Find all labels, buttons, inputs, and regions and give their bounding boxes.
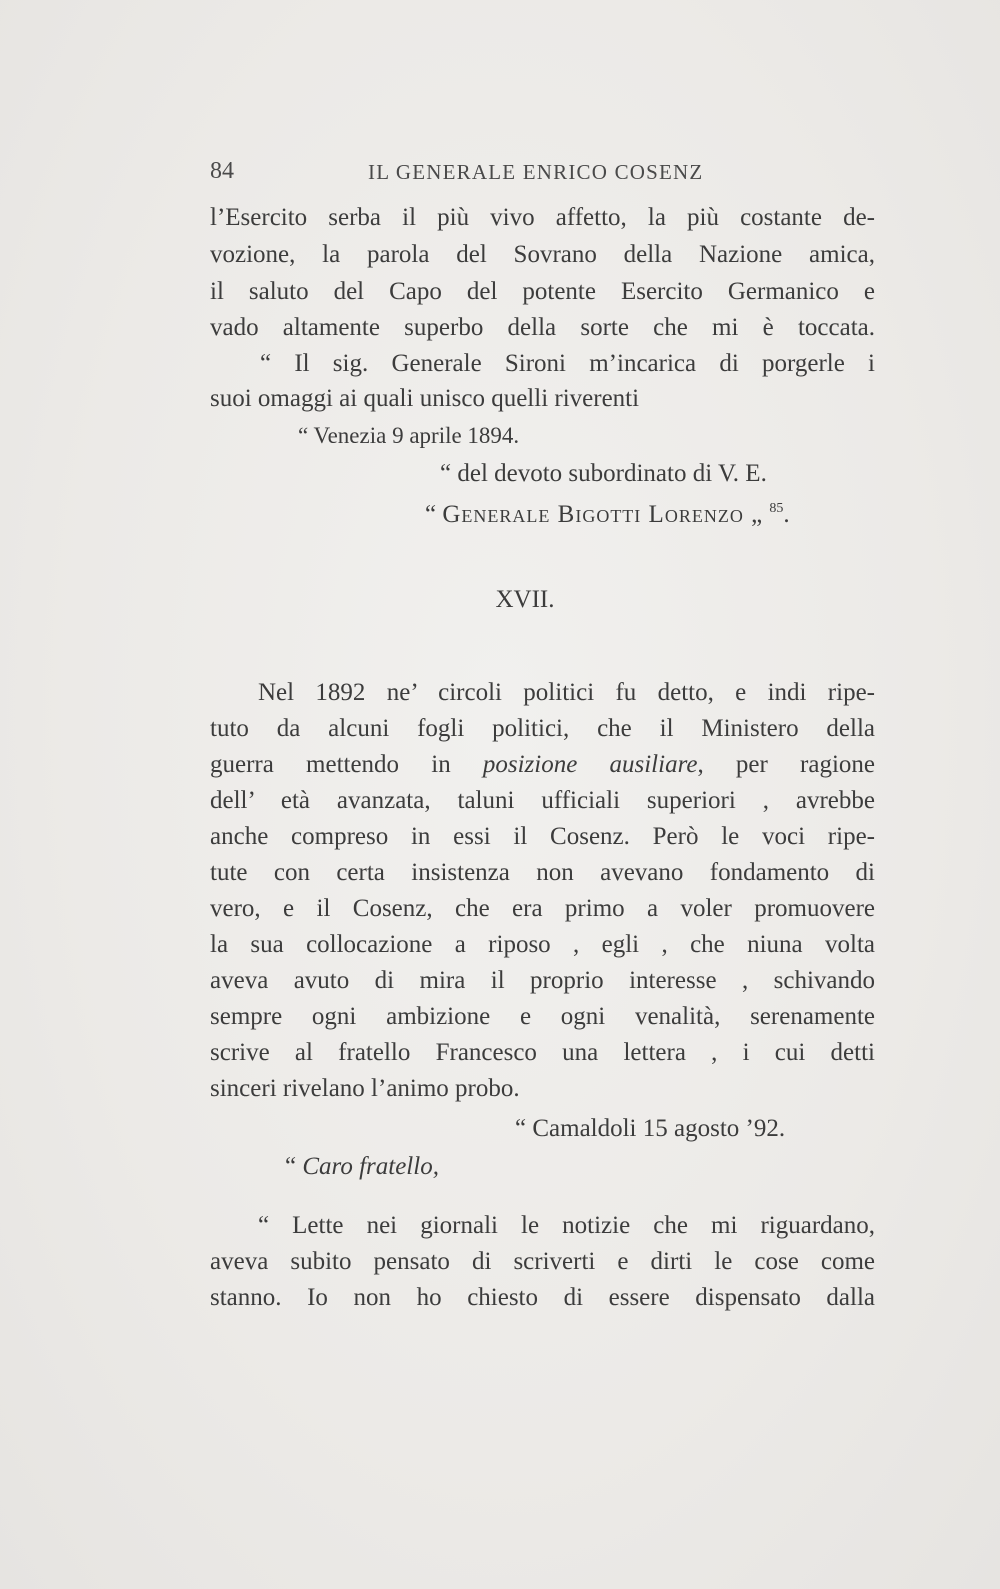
text-span: , per ragione xyxy=(697,751,875,778)
text-line: vero, e il Cosenz, che era primo a voler promuovere xyxy=(210,895,875,922)
letter-closing: “ del devoto subordinato di V. E. xyxy=(440,460,767,487)
text-line: il saluto del Capo del potente Esercito Germanico e xyxy=(210,278,875,305)
text-line: “ Il sig. Generale Sironi m’incarica di porgerle i xyxy=(260,350,875,377)
text-line: dell’ età avanzata, taluni ufficiali superiori , avrebbe xyxy=(210,787,875,814)
page-header xyxy=(210,150,710,190)
salutation-text: Caro fratello, xyxy=(302,1153,439,1180)
text-line: la sua collocazione a riposo , egli , che niuna volta xyxy=(210,931,875,958)
text-line: suoi omaggi ai quali unisco quelli riverenti xyxy=(210,385,640,412)
letter-place-date: “ Camaldoli 15 agosto ’92. xyxy=(515,1115,786,1142)
text-line: tuto da alcuni fogli politici, che il Ministero della xyxy=(210,715,875,742)
text-line: scrive al fratello Francesco una lettera , i cui detti xyxy=(210,1039,875,1066)
salutation-quote: “ xyxy=(285,1153,303,1180)
text-span: guerra mettendo in xyxy=(210,751,483,778)
text-line: sinceri rivelano l’animo probo. xyxy=(210,1075,520,1102)
running-title: IL GENERALE ENRICO COSENZ xyxy=(368,160,704,184)
signature-name: Generale Bigotti Lorenzo „ xyxy=(442,501,764,528)
text-line: l’Esercito serba il più vivo affetto, la più costante de- xyxy=(210,204,875,231)
letter-salutation xyxy=(285,1152,439,1182)
text-line: “ Lette nei giornali le notizie che mi riguardano, xyxy=(258,1212,875,1239)
text-line xyxy=(210,750,875,780)
text-line: tute con certa insistenza non avevano fondamento di xyxy=(210,859,875,886)
text-line: anche compreso in essi il Cosenz. Però le voci ripe- xyxy=(210,823,875,850)
text-line: aveva avuto di mira il proprio interesse , schivando xyxy=(210,967,875,994)
italic-phrase: posizione ausiliare xyxy=(482,751,698,778)
text-line: vado altamente superbo della sorte che mi è toccata. xyxy=(210,314,875,341)
letter-place-date: “ Venezia 9 aprile 1894. xyxy=(298,423,520,448)
signature-end: . xyxy=(783,501,790,528)
letter-signature xyxy=(425,494,790,530)
section-heading: XVII. xyxy=(495,586,555,613)
text-line: stanno. Io non ho chiesto di essere dispensato dalla xyxy=(210,1284,875,1311)
signature-quote: “ xyxy=(425,501,443,528)
text-line: Nel 1892 ne’ circoli politici fu detto, e indi ripe- xyxy=(258,679,875,706)
text-line: sempre ogni ambizione e ogni venalità, serenamente xyxy=(210,1003,875,1030)
text-line: aveva subito pensato di scriverti e dirti le cose come xyxy=(210,1248,875,1275)
page-number: 84 xyxy=(210,158,234,184)
text-line: vozione, la parola del Sovrano della Nazione amica, xyxy=(210,241,875,268)
footnote-mark: 85 xyxy=(769,501,784,516)
